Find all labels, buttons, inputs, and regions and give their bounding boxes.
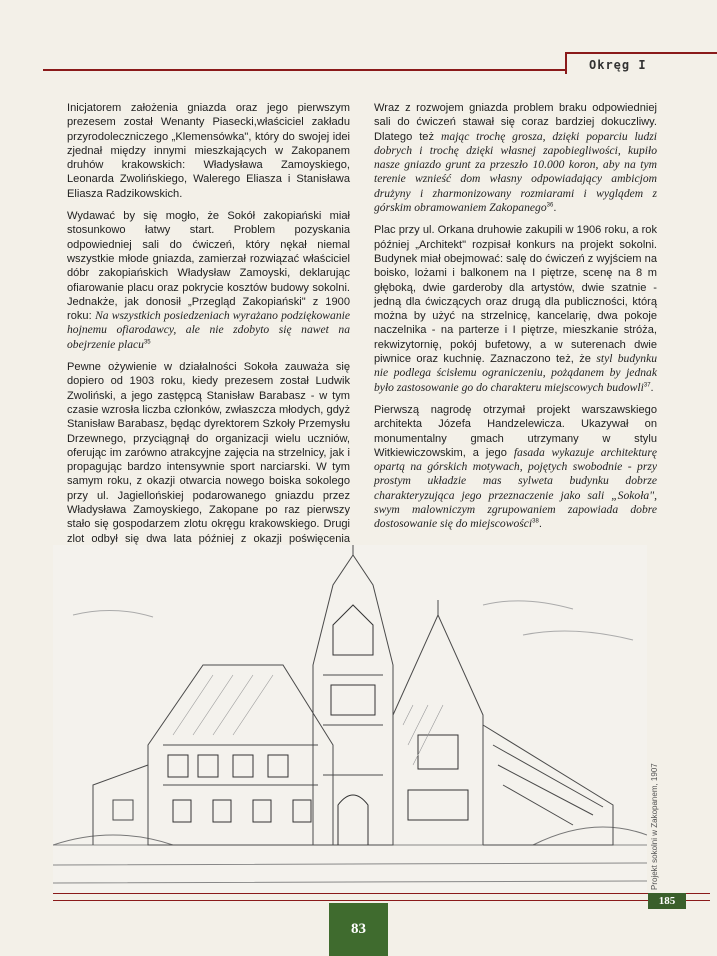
right-column [374,101,657,540]
quote: Na wszystkich posiedzeniach wyrażano podziękowanie hojnemu ofiarodawcy, ale nie zdobyto się nawet na obejrzenie placu [67,309,350,351]
book-page-number: 185 [648,893,686,909]
building-sketch [53,545,647,893]
paragraph: Pewne ożywienie w działalności Sokoła zauważa się dopiero od 1903 roku, kiedy prezesem został Ludwik Zwoliński, a jego zastępcą Stanisław Barabasz - w tym czasie wzrosła liczba członków, zwłaszcza młodych, gdyż Stanisław Barabasz, będąc dyrektorem Szkoły Przemysłu Drzewnego, przyciągnął do organizacji wielu uczniów, oferując im zarówno atrakcyjne zajęcia na strzelnicy, jak i propagując bardzo intensywnie sport narciarski. W tym samym roku, z okazji otwarcia nowego boiska sokolego przy ul. Jagiellońskiej podarowanego gniazdu przez Władysława Zamoyskiego, Zakopane po raz pierwszy stało się gospodarzem zlotu okręgu krakowskiego. Drugi zlot odbył się dwa lata później z okazji poświęcenia [67,361,351,545]
figure-caption: Projekt sokolni w Zakopanem, 1907 [650,763,659,890]
left-column [67,101,350,568]
paragraph: Inicjatorem założenia gniazda oraz jego pierwszym prezesem został Wenanty Piasecki,właściciel zakładu przyrodoleczniczego „Klemensówka", który do swojej idei zjednał między innymi mieszkających w Zakopanem druhów krakowskich: Władysława Zamoyskiego, Leonarda Zwolińskiego, Walerego Eliasza i Stanisława Eliasza Radzikowskich. [67,102,350,200]
paragraph: Wydawać by się mogło, że Sokół zakopiański miał stosunkowo łatwy start. Problem pozyskania odpowiedniej sali do ćwiczeń, który nękał niemal wszystkie młode gniazda, zamierzał rozwiązać właściciel dóbr zakopiańskich Władysław Zamoyski, deklarując ofiarowanie placu oraz pokrycie kosztów budowy sokolni. Jednakże, jak donosił „Przegląd Zakopiański" z 1900 roku: Na wszystkich posiedzeniach wyrażano podziękowanie hojnemu ofiarodawcy, ale nie zdobyto się nawet na obejrzenie placu$^{35}$ [67,210,350,351]
page-number: 83 [329,903,388,956]
footnote-ref: 37 [643,381,651,388]
paragraph: Pierwszą nagrodę otrzymał projekt warszawskiego architekta Józefa Handzelewicza. Ukazywał on monumentalny gmach utrzymany w stylu Witkiewiczowskim, a jego fasada wykazuje architekturę opartą na górskich motywach, pojętych swobodnie - przy prostym układzie mas sylweta budynku dobrze charakteryzująca jego przeznaczenie jako sali „Sokoła", swym malowniczym zgrupowaniem zapowiada dobre dostosowanie się do miejscowości$^{38}$. [374,403,657,531]
footnote-ref: 35 [143,339,151,346]
bottom-rule [53,893,710,901]
section-tab: Okręg I [565,52,717,74]
footnote-ref: 36 [546,202,554,209]
quote: styl budynku nie podlega ścisłemu ograniczeniu, pożądanem by jednak było zastosowanie go do charakteru miejscowych budowli [374,352,658,394]
quote: fasada wykazuje architekturę opartą na górskich motywach, pojętych swobodnie - przy prostym układzie mas sylweta budynku dobrze charakteryzująca jego przeznaczenie jako sali „Sokoła", swym malowniczym zgrupowaniem zapowiada dobre dostosowanie się do miejscowości [374,445,657,531]
quote: mając trochę grosza, dzięki poparciu ludzi dobrych i trochę dzięki własnej zapobiegliwości, kupiło nasze gniazdo grunt za przeszło 10.000 koron, aby na tym terenie wznieść dom własny odpowiadający ambicjom drużyny i zharmonizowany rozmiarami i wyglądem z górskim obramowaniem Zakopanego [374,129,657,215]
paragraph: Plac przy ul. Orkana druhowie zakupili w 1906 roku, a rok później „Architekt" rozpisał konkurs na projekt sokolni. Budynek miał obejmować: salę do ćwiczeń z wyjściem na boisko, lożami i balkonem na I piętrze, scenę na 8 m głęboką, dwie garderoby dla artystów, dwie szatnie - jedną dla ćwiczących oraz drugą dla publiczności, którą można by użyć na strzelnicę, kancelarię, dwa pokoje naczelnika - na parterze i I piętrze, mieszkanie stróża, rekwizytornię, pokój bufetowy, a w suterenach dwie piwnice oraz kuchnię. Zaznaczono też, że styl budynku nie podlega ścisłemu ograniczeniu, pożądanem by jednak było zastosowanie go do charakteru miejscowych budowli$^{37}$. [374,224,658,394]
footnote-ref: 38 [532,518,539,525]
paragraph: Wraz z rozwojem gniazda problem braku odpowiedniej sali do ćwiczeń stawał się coraz bardziej dokuczliwy. Dlatego też mając trochę grosza, dzięki poparciu ludzi dobrych i trochę dzięki własnej zapobiegliwości, kupiło nasze gniazdo grunt za przeszło 10.000 koron, aby na tym terenie wznieść dom własny odpowiadający ambicjom drużyny i zharmonizowany rozmiarami i wyglądem z górskim obramowaniem Zakopanego$^{36}$. [374,102,657,215]
building-sketch-drawing [53,545,647,893]
